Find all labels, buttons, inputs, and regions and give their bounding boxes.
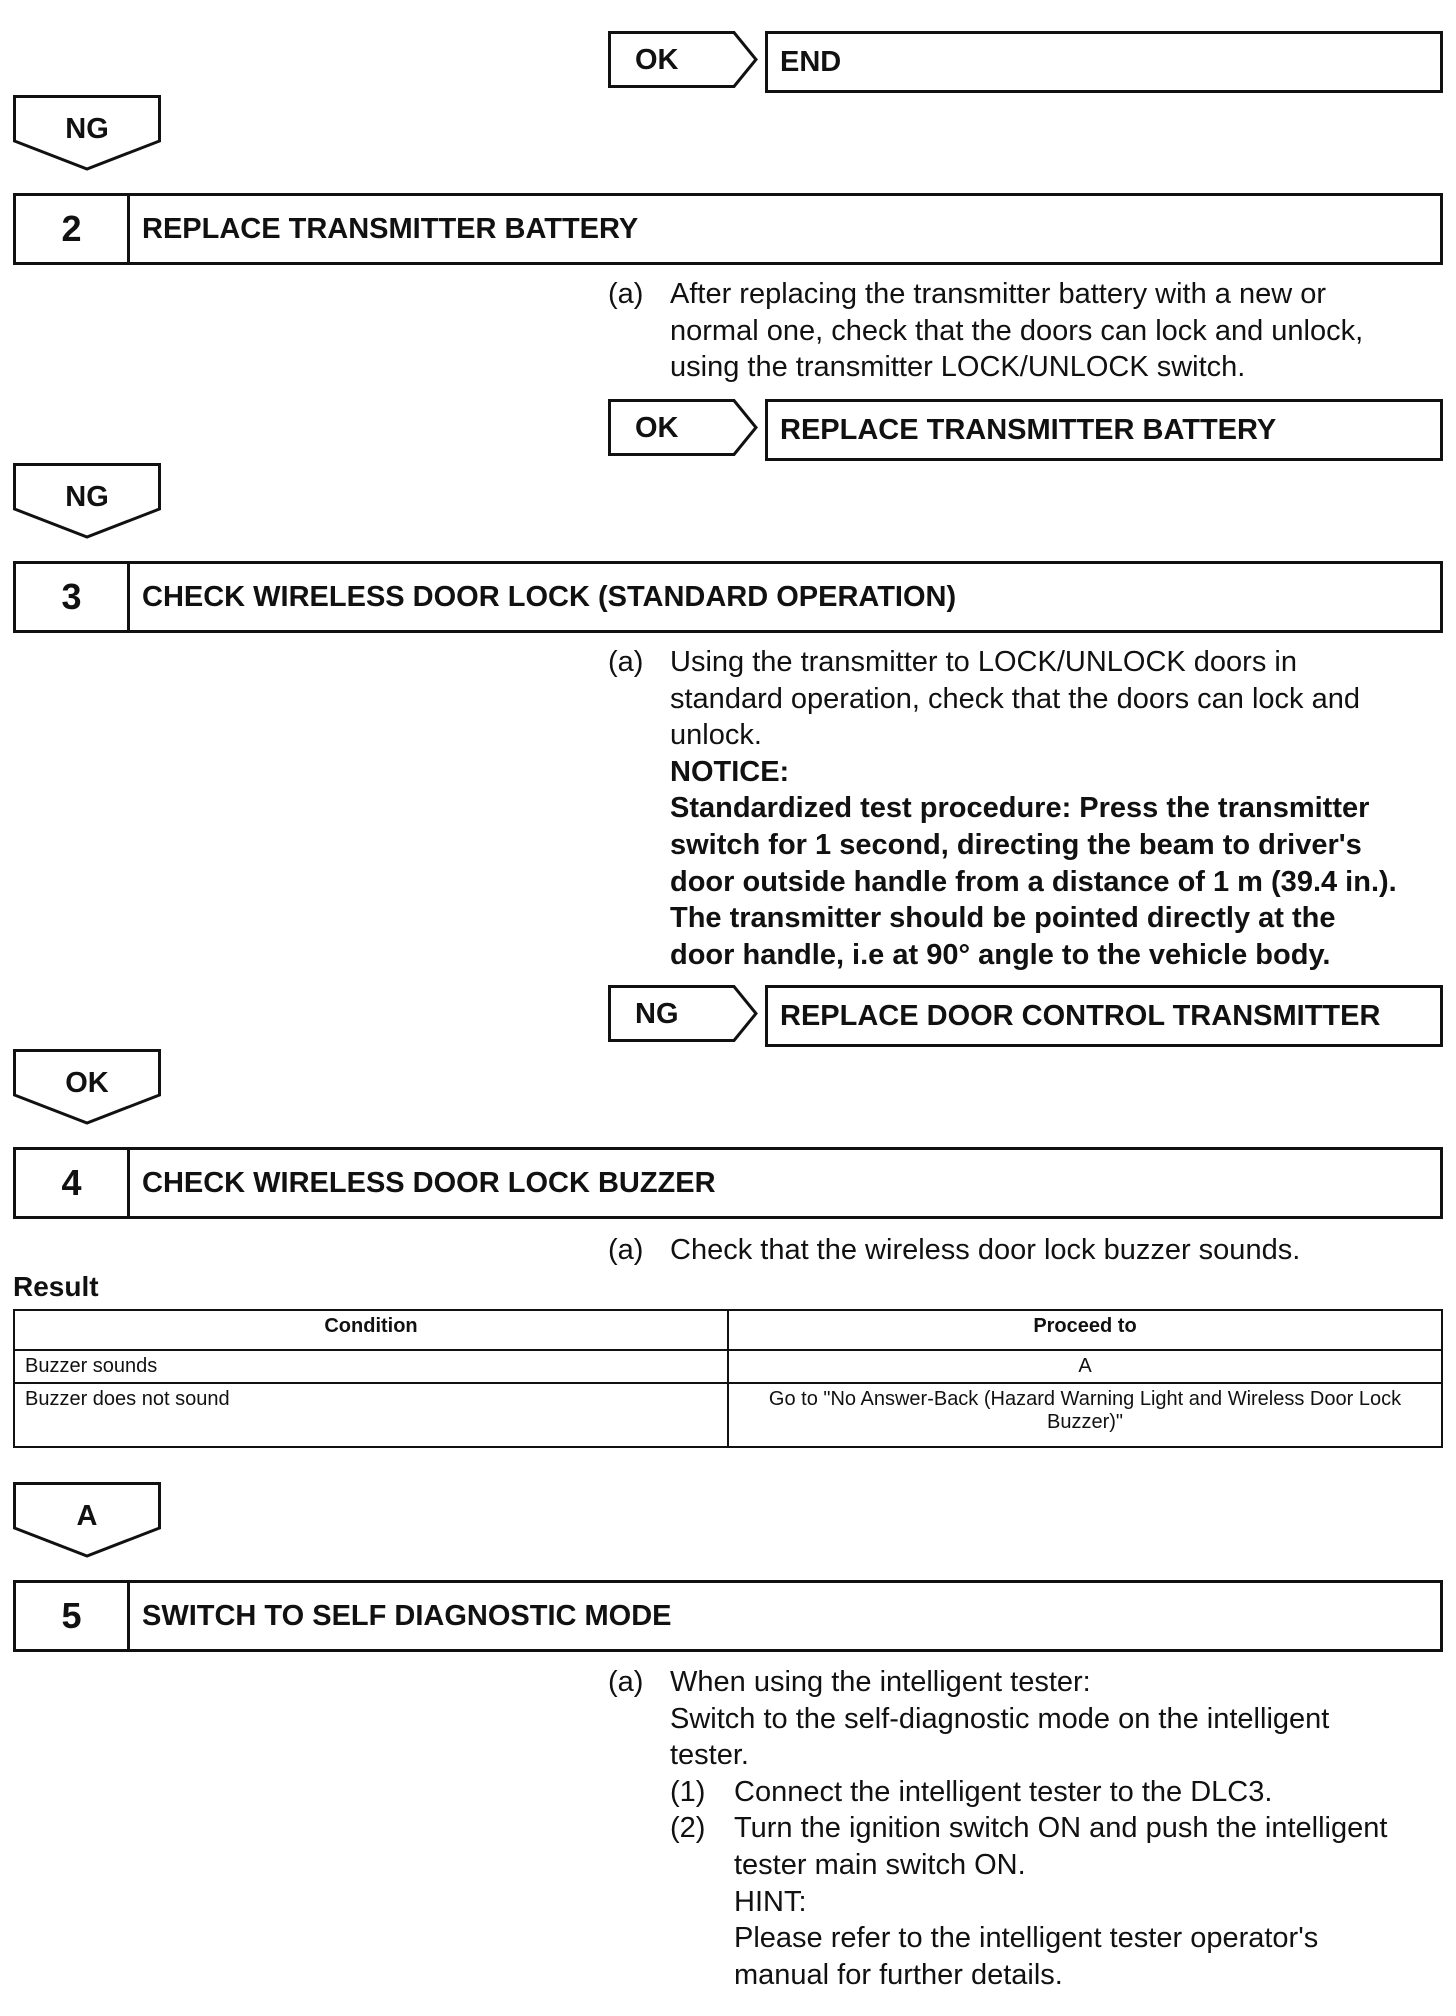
table-row <box>14 1350 1442 1383</box>
table-cell: Buzzer sounds <box>14 1350 728 1383</box>
step-number: 4 <box>16 1150 130 1216</box>
down-label: OK <box>65 1067 109 1099</box>
ng-down-arrow <box>13 463 161 539</box>
result-box-replace-battery: REPLACE TRANSMITTER BATTERY <box>765 399 1443 461</box>
column-header: Condition <box>14 1310 728 1350</box>
sub-step-1: (1) Connect the intelligent tester to the DLC3. <box>670 1775 1273 1808</box>
table-header-row <box>14 1310 1442 1350</box>
ng-down-arrow <box>13 95 161 171</box>
step-title: CHECK WIRELESS DOOR LOCK BUZZER <box>142 1166 716 1199</box>
step-2-instruction: (a) After replacing the transmitter battery with a new or normal one, check that the doors can lock and unlock, using the transmitter LOCK/UNLOCK switch. <box>608 278 1364 384</box>
result-heading: Result <box>13 1271 99 1302</box>
step-title: SWITCH TO SELF DIAGNOSTIC MODE <box>142 1599 672 1632</box>
step-5-header <box>13 1580 1443 1652</box>
down-label: A <box>76 1500 98 1532</box>
hint-label: HINT: <box>734 1885 807 1918</box>
step-number: 3 <box>16 564 130 630</box>
down-label: NG <box>65 113 109 145</box>
step-title: REPLACE TRANSMITTER BATTERY <box>142 212 639 245</box>
ok-tag: OK <box>608 399 696 456</box>
step-4-header <box>13 1147 1443 1219</box>
step-3-instruction: (a) Using the transmitter to LOCK/UNLOCK doors in standard operation, check that the doors can lock and unlock. NOTICE: Standardized test procedure: Press the transmitter switch for 1 second, directing the beam to driver's door outside handle from a distance of 1 m (39.4 in.). The transmitter should be pointed directly at the door handle, i.e at 90° angle to the vehicle body. <box>608 646 1397 971</box>
down-label: NG <box>65 481 109 513</box>
step-3-header <box>13 561 1443 633</box>
table-cell: Buzzer does not sound <box>14 1383 728 1447</box>
result-box-end: END <box>765 31 1443 93</box>
notice-title: NOTICE: <box>670 755 790 788</box>
ng-tag: NG <box>608 985 696 1042</box>
step-title: CHECK WIRELESS DOOR LOCK (STANDARD OPERATION) <box>142 580 957 613</box>
step-number: 2 <box>16 196 130 262</box>
ok-down-arrow <box>13 1049 161 1125</box>
sub-step-2: (2) Turn the ignition switch ON and push the intelligent tester main switch ON. HINT: Please refer to the intelligent tester operator's manual for further details. <box>670 1810 1329 1993</box>
arrow-right-icon <box>690 31 760 88</box>
column-header: Proceed to <box>728 1310 1442 1350</box>
step-4-instruction: (a) Check that the wireless door lock buzzer sounds. <box>608 1234 1301 1266</box>
table-cell: A <box>728 1350 1442 1383</box>
step-2-header <box>13 193 1443 265</box>
result-box-replace-transmitter: REPLACE DOOR CONTROL TRANSMITTER <box>765 985 1443 1047</box>
step-number: 5 <box>16 1583 130 1649</box>
table-cell: Go to "No Answer-Back (Hazard Warning Light and Wireless Door Lock Buzzer)" <box>728 1383 1442 1447</box>
step-5-instruction: (a) When using the intelligent tester: Switch to the self-diagnostic mode on the intelligent tester. (1) Connect the intelligent tester to the DLC3. (2) Turn the ignition switch ON and push the intelligent tester main switch ON. HINT: Please refer to the intelligent tester operator's manual for further details. <box>608 1664 1448 2004</box>
a-down-arrow <box>13 1482 161 1558</box>
arrow-right-icon <box>690 985 760 1042</box>
result-table <box>13 1309 1443 1448</box>
ok-tag: OK <box>608 31 696 88</box>
arrow-right-icon <box>690 399 760 456</box>
table-row <box>14 1383 1442 1447</box>
